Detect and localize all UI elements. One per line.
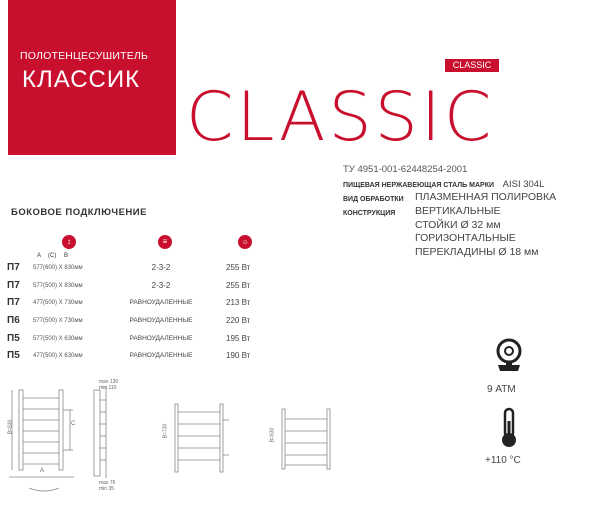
row-connection: 2-3-2 — [151, 263, 171, 272]
row-power: 190 Вт — [226, 351, 251, 360]
model-730-label: B=730 — [162, 423, 169, 439]
classic-tag: CLASSIC — [445, 59, 499, 72]
table-row — [0, 315, 600, 331]
table-row — [0, 280, 600, 296]
page-title: CLASSIC — [186, 78, 495, 157]
table-row — [0, 262, 600, 278]
side-dims-top — [99, 379, 118, 391]
row-power: 255 Вт — [226, 263, 251, 272]
ruler-icon: ↕ — [62, 235, 76, 249]
side-label-max: max 76 — [99, 480, 116, 486]
construction-line: ПЕРЕКЛАДИНЫ Ø 18 мм — [415, 245, 539, 258]
spec-material — [343, 179, 544, 190]
row-connection: РАВНОУДАЛЕННЫЕ — [129, 352, 193, 359]
connection-title: БОКОВОЕ ПОДКЛЮЧЕНИЕ — [11, 207, 147, 218]
thermometer-icon — [499, 407, 519, 449]
side-label-min: min 110 — [99, 385, 117, 391]
row-model: П5 — [7, 350, 20, 361]
row-connection: РАВНОУДАЛЕННЫЕ — [129, 299, 193, 306]
row-dimensions: 577(500) X 730мм — [33, 318, 83, 324]
spec-material-value: AISI 304L — [502, 179, 545, 190]
row-power: 195 Вт — [226, 334, 251, 343]
row-model: П5 — [7, 333, 20, 344]
row-power: 255 Вт — [226, 281, 251, 290]
model-630-drawing — [272, 405, 342, 475]
pressure-gauge-icon — [492, 337, 526, 377]
spec-finish-label: ВИД ОБРАБОТКИ — [343, 196, 404, 203]
dim-header-b: B — [64, 253, 69, 259]
dim-header-c: (C) — [48, 253, 57, 259]
spec-finish — [343, 193, 404, 204]
sun-icon: ☼ — [238, 235, 252, 249]
construction-line: СТОЙКИ Ø 32 мм — [415, 218, 501, 231]
construction-line: ГОРИЗОНТАЛЬНЫЕ — [415, 232, 516, 244]
list-icon: ≡ — [158, 235, 172, 249]
spec-construction-label: КОНСТРУКЦИЯ — [343, 210, 396, 217]
row-model: П7 — [7, 262, 20, 273]
row-connection: 2-3-2 — [151, 281, 171, 290]
construction-line: ВЕРТИКАЛЬНЫЕ — [415, 205, 501, 217]
row-power: 213 Вт — [226, 298, 251, 307]
model-730-drawing — [165, 400, 235, 480]
row-model: П7 — [7, 280, 20, 291]
table-row — [0, 297, 600, 313]
spec-finish-value: ПЛАЗМЕННАЯ ПОЛИРОВКА — [415, 191, 557, 203]
row-connection: РАВНОУДАЛЕННЫЕ — [129, 317, 193, 324]
side-label-min: min 35 — [99, 486, 115, 492]
side-label-max: max 130 — [99, 379, 119, 385]
spec-construction — [343, 207, 395, 218]
front-width-label: A — [40, 468, 45, 474]
row-model: П6 — [7, 315, 20, 326]
row-model: П7 — [7, 297, 20, 308]
spec-material-label: ПИЩЕВАЯ НЕРЖАВЕЮЩАЯ СТАЛЬ МАРКИ — [343, 182, 494, 189]
brand-panel — [8, 0, 176, 155]
product-name-ru: КЛАССИК — [22, 66, 141, 93]
product-type: ПОЛОТЕНЦЕСУШИТЕЛЬ — [20, 50, 149, 62]
side-view-drawing — [88, 378, 128, 493]
row-dimensions: 577(500) X 630мм — [33, 336, 83, 342]
front-mid-label: C — [71, 421, 76, 427]
dim-header-a: A — [37, 253, 42, 259]
row-dimensions: 577(500) X 830мм — [33, 283, 83, 289]
row-dimensions: 577(600) X 830мм — [33, 265, 83, 271]
front-view-drawing — [4, 380, 99, 505]
model-630-label: B=630 — [269, 427, 276, 443]
row-dimensions: 477(500) X 630мм — [33, 353, 83, 359]
row-power: 220 Вт — [226, 316, 251, 325]
spec-tu: ТУ 4951-001-62448254-2001 — [343, 164, 468, 175]
row-connection: РАВНОУДАЛЕННЫЕ — [129, 335, 193, 342]
row-dimensions: 477(500) X 730мм — [33, 300, 83, 306]
spec-construction-lines — [415, 205, 539, 259]
side-dims-bottom — [99, 480, 115, 492]
front-height-label: B=830 — [7, 419, 14, 435]
pressure-rating: 9 АТМ — [487, 384, 516, 395]
temperature-rating: +110 °C — [485, 455, 521, 466]
